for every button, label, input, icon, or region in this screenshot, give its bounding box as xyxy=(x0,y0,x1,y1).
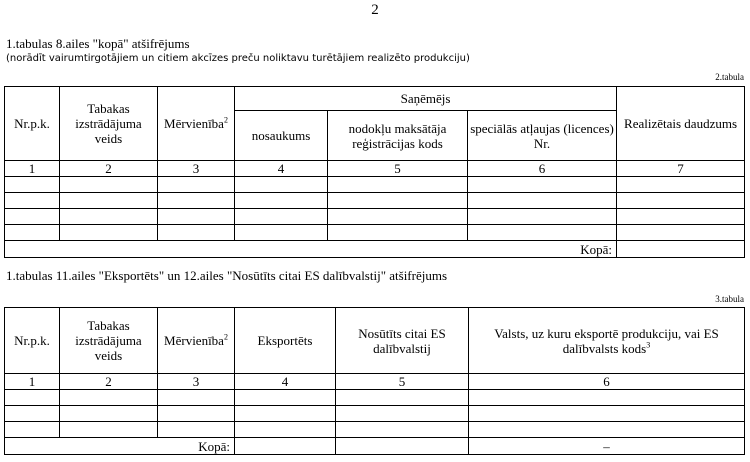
cell[interactable] xyxy=(235,390,336,406)
total-label: Kopā: xyxy=(5,241,617,258)
header-product-type: Tabakas izstrādājuma veids xyxy=(60,308,158,374)
col-number: 1 xyxy=(5,374,60,390)
col-number: 5 xyxy=(328,161,468,177)
cell[interactable] xyxy=(235,209,328,225)
total-exported-cell[interactable] xyxy=(235,438,336,455)
cell[interactable] xyxy=(158,193,235,209)
cell[interactable] xyxy=(5,209,60,225)
cell[interactable] xyxy=(469,406,745,422)
cell[interactable] xyxy=(235,225,328,241)
total-country-dash: – xyxy=(469,438,745,455)
table2-label: 2.tabula xyxy=(715,72,744,82)
col-number: 3 xyxy=(158,161,235,177)
cell[interactable] xyxy=(617,177,745,193)
header-tax-code: nodokļu maksātāja reģistrācijas kods xyxy=(328,111,468,161)
section2-title: 1.tabulas 11.ailes "Eksportēts" un 12.ailes "Nosūtīts citai ES dalībvalstij" atšifrējums xyxy=(6,268,448,283)
page-number: 2 xyxy=(371,2,379,18)
cell[interactable] xyxy=(60,193,158,209)
header-license: speciālās atļaujas (licences) Nr. xyxy=(468,111,617,161)
cell[interactable] xyxy=(158,225,235,241)
col-number: 4 xyxy=(235,161,328,177)
cell[interactable] xyxy=(336,422,469,438)
cell[interactable] xyxy=(5,422,60,438)
section1-subtitle: (norādīt vairumtirgotājiem un citiem akcīzes preču noliktavu turētājiem realizēto produkciju) xyxy=(6,53,470,64)
cell[interactable] xyxy=(235,193,328,209)
cell[interactable] xyxy=(60,177,158,193)
cell[interactable] xyxy=(60,406,158,422)
cell[interactable] xyxy=(5,390,60,406)
header-sent-eu: Nosūtīts citai ES dalībvalstij xyxy=(336,308,469,374)
total-row xyxy=(5,438,745,455)
cell[interactable] xyxy=(328,177,468,193)
col-number: 4 xyxy=(235,374,336,390)
table3-label: 3.tabula xyxy=(715,294,744,304)
cell[interactable] xyxy=(468,193,617,209)
cell[interactable] xyxy=(5,225,60,241)
total-sent-cell[interactable] xyxy=(336,438,469,455)
cell[interactable] xyxy=(5,406,60,422)
col-number: 6 xyxy=(469,374,745,390)
header-nr: Nr.p.k. xyxy=(5,87,60,161)
cell[interactable] xyxy=(60,422,158,438)
cell[interactable] xyxy=(328,209,468,225)
header-country xyxy=(469,308,745,374)
cell[interactable] xyxy=(158,422,235,438)
header-unit xyxy=(158,87,235,161)
section1-title: 1.tabulas 8.ailes "kopā" atšifrējums xyxy=(6,36,190,51)
cell[interactable] xyxy=(328,225,468,241)
header-unit-text: Mērvienība xyxy=(164,333,224,348)
header-nr: Nr.p.k. xyxy=(5,308,60,374)
total-row xyxy=(5,241,745,258)
table-row xyxy=(5,193,745,209)
cell[interactable] xyxy=(235,422,336,438)
cell[interactable] xyxy=(468,209,617,225)
cell[interactable] xyxy=(5,177,60,193)
cell[interactable] xyxy=(5,193,60,209)
cell[interactable] xyxy=(158,177,235,193)
col-number: 3 xyxy=(158,374,235,390)
header-exported: Eksportēts xyxy=(235,308,336,374)
table-3 xyxy=(4,307,745,455)
cell[interactable] xyxy=(469,390,745,406)
table-row xyxy=(5,390,745,406)
col-number: 2 xyxy=(60,161,158,177)
header-recipient-name: nosaukums xyxy=(235,111,328,161)
column-number-row xyxy=(5,161,745,177)
footnote-marker: 3 xyxy=(646,340,651,350)
cell[interactable] xyxy=(60,209,158,225)
total-quantity-cell[interactable] xyxy=(617,241,745,258)
table-row xyxy=(5,177,745,193)
cell[interactable] xyxy=(235,177,328,193)
cell[interactable] xyxy=(158,390,235,406)
cell[interactable] xyxy=(336,406,469,422)
header-quantity: Realizētais daudzums xyxy=(617,87,745,161)
col-number: 2 xyxy=(60,374,158,390)
column-number-row xyxy=(5,374,745,390)
total-label: Kopā: xyxy=(5,438,235,455)
cell[interactable] xyxy=(158,209,235,225)
table-row xyxy=(5,209,745,225)
cell[interactable] xyxy=(617,193,745,209)
cell[interactable] xyxy=(617,225,745,241)
header-country-text: Valsts, uz kuru eksportē produkciju, vai ES dalībvalsts kods xyxy=(494,325,719,356)
cell[interactable] xyxy=(468,225,617,241)
table-row xyxy=(5,422,745,438)
cell[interactable] xyxy=(328,193,468,209)
footnote-marker: 2 xyxy=(223,332,228,342)
header-unit-text: Mērvienība xyxy=(164,116,224,131)
cell[interactable] xyxy=(468,177,617,193)
table-row xyxy=(5,406,745,422)
col-number: 1 xyxy=(5,161,60,177)
col-number: 6 xyxy=(468,161,617,177)
cell[interactable] xyxy=(617,209,745,225)
cell[interactable] xyxy=(60,225,158,241)
header-recipient: Saņēmējs xyxy=(235,87,617,111)
table-row xyxy=(5,225,745,241)
cell[interactable] xyxy=(158,406,235,422)
cell[interactable] xyxy=(469,422,745,438)
header-unit xyxy=(158,308,235,374)
header-product-type: Tabakas izstrādājuma veids xyxy=(60,87,158,161)
col-number: 7 xyxy=(617,161,745,177)
cell[interactable] xyxy=(336,390,469,406)
table-2 xyxy=(4,86,745,258)
col-number: 5 xyxy=(336,374,469,390)
footnote-marker: 2 xyxy=(223,115,228,125)
cell[interactable] xyxy=(60,390,158,406)
cell[interactable] xyxy=(235,406,336,422)
